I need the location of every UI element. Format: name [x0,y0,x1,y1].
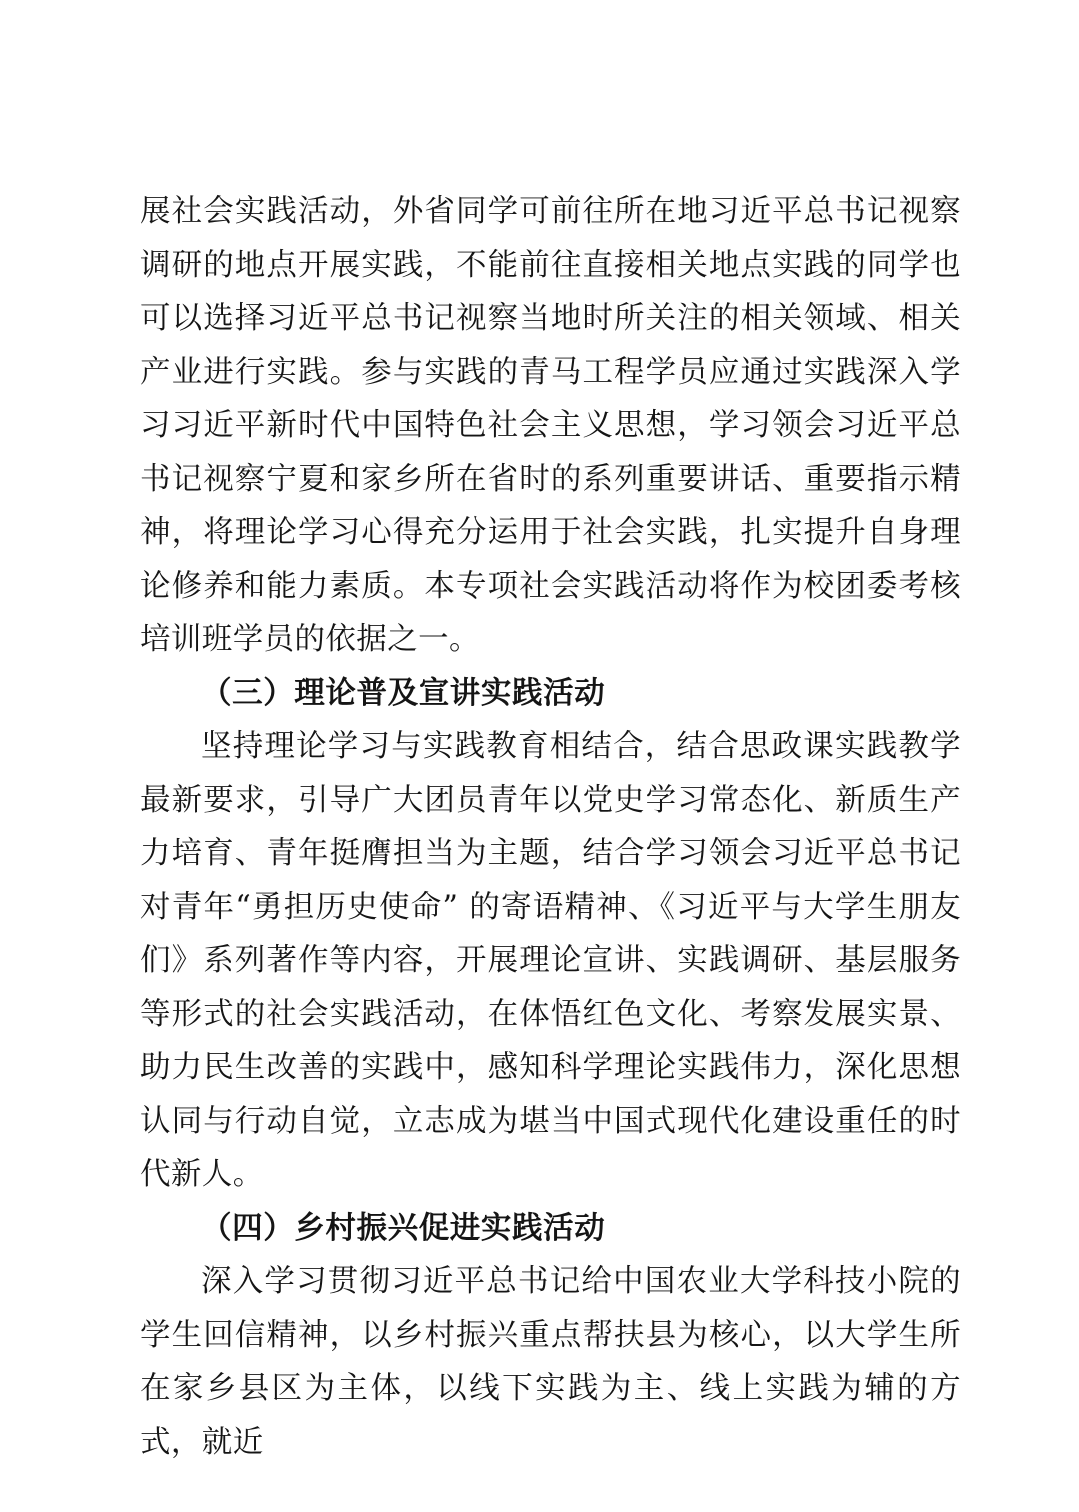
paragraph-section-four-body: 深入学习贯彻习近平总书记给中国农业大学科技小院的学生回信精神，以乡村振兴重点帮扶县为核心，以大学生所在家乡县区为主体，以线下实践为主、线上实践为辅的方式，就近 [140,1264,961,1460]
paragraph-section-three-body: 坚持理论学习与实践教育相结合，结合思政课实践教学最新要求，引导广大团员青年以党史学习常态化、新质生产力培育、青年挺膺担当为主题，结合学习领会习近平总书记对青年“勇担历史使命” 的寄语精神、《习近平与大学生朋友们》系列著作等内容，开展理论宣讲、实践调研、基层服务等形式的社会实践活动，在体悟红色文化、考察发展实景、助力民生改善的实践中，感知科学理论实践伟力，深化思想认同与行动自觉，立志成为堪当中国式现代化建设重任的时代新人。 [140,729,961,1192]
heading-section-four: （四）乡村振兴促进实践活动 [201,1209,606,1246]
document-body [140,185,961,1469]
heading-section-three: （三）理论普及宣讲实践活动 [201,674,606,711]
paragraph-continued-practice-intro: 展社会实践活动，外省同学可前往所在地习近平总书记视察调研的地点开展实践，不能前往直接相关地点实践的同学也可以选择习近平总书记视察当地时所关注的相关领域、相关产业进行实践。参与实践的青马工程学员应通过实践深入学习习近平新时代中国特色社会主义思想，学习领会习近平总书记视察宁夏和家乡所在省时的系列重要讲话、重要指示精神，将理论学习心得充分运用于社会实践，扎实提升自身理论修养和能力素质。本专项社会实践活动将作为校团委考核培训班学员的依据之一。 [140,194,961,657]
